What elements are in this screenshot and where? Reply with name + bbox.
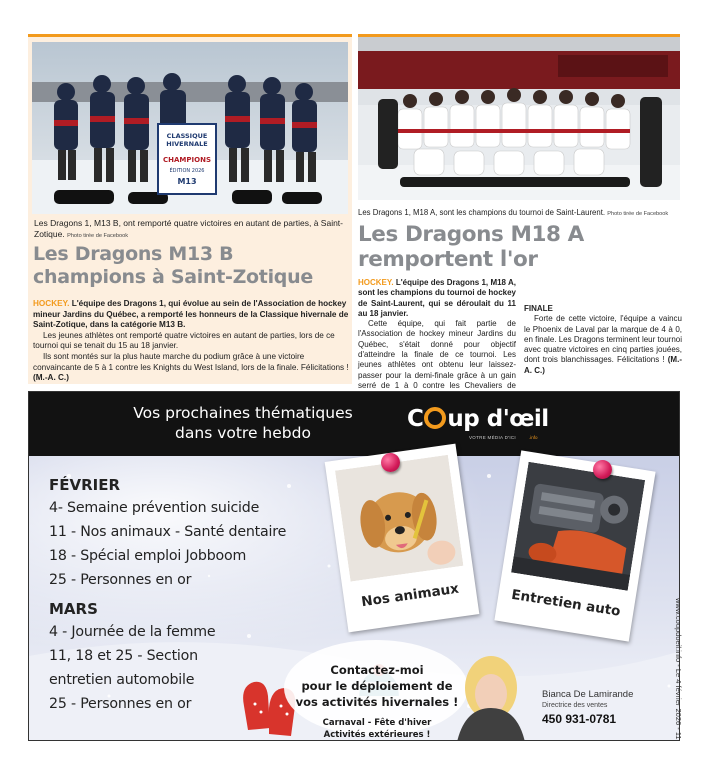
theme-item: 25 - Personnes en or [49,696,192,712]
rep-name: Bianca De Lamirande [542,689,634,700]
contact-line: pour le déploiement de [301,679,453,693]
lead-keyword: HOCKEY. [33,299,70,308]
photo-caption [34,218,346,242]
banner-line1: CLASSIQUE [166,132,208,140]
team-photo-m13 [32,42,348,214]
left-article [28,34,352,384]
banner-line5: M13 [177,177,197,186]
header-line: Vos prochaines thématiques [133,404,353,422]
contact-subline: Carnaval - Fête d'hiver [322,718,432,728]
team-photo-m18 [358,34,680,200]
photo-credit: Photo tirée de Facebook [67,233,129,239]
contact-line: Contactez-moi [330,663,424,677]
body-paragraph: Ils sont montés sur la plus haute marche du podium grâce à une victoire convaincante de 5 à 1 contre les Knights du West Island, lors de la finale. Félicitations ! [33,351,349,372]
logo-info: .info [529,435,538,440]
body-paragraph: Forte de cette victoire, l'équipe a vaincu le Phoenix de Laval par la marque de 4 à 0, en finale. Les Dragons terminent leur tournoi avec quatre victoires en cinq parties jouées, dont trois blanchissages. Félicitations ! [524,314,682,365]
theme-item: 11, 18 et 25 - Section [49,648,198,664]
photo-credit: Photo tirée de Facebook [607,211,669,217]
ad-header-title [113,403,373,443]
contact-subline: Activités extérieures ! [323,730,431,740]
theme-item: 18 - Spécial emploi Jobboom [49,548,247,564]
rep-phone: 450 931-0781 [542,712,617,726]
rep-title: Directrice des ventes [542,702,608,709]
contact-message [291,662,463,741]
banner-line3: CHAMPIONS [163,156,211,164]
banner-line4: ÉDITION 2026 [169,168,205,174]
page-footer-vertical: www.coupdoeil.info - Le 4 février 2026 - 11 [674,598,683,740]
month-february: FÉVRIER [49,476,121,494]
ad-header [29,392,680,456]
card-auto [494,450,655,641]
card-label: Nos animaux [360,580,460,611]
article-body [358,278,682,402]
push-pin-icon [381,453,400,472]
logo-letter: C [407,406,424,432]
theme-item: entretien automobile [49,672,195,688]
lead-paragraph: L'équipe des Dragons 1, M18 A, sont les champions du tournoi de hockey de Saint-Laurent, qui se déroulait du 11 au 18 janvier. [358,278,516,318]
theme-item: 25 - Personnes en or [49,572,192,588]
signature: (M.-A. C.) [524,355,682,375]
article-body [33,299,349,384]
logo-o-icon [424,407,446,429]
article-headline: Les Dragons M13 B champions à Saint-Zotique [33,243,313,288]
card-animals [325,444,480,633]
caption-text: Les Dragons 1, M18 A, sont les champions du tournoi de Saint-Laurent. [358,208,606,217]
article-headline: Les Dragons M18 A remportent l'or [358,222,584,272]
dog-photo [335,455,463,582]
engine-photo [511,462,645,591]
body-paragraph: Les jeunes athlètes ont remporté quatre victoires en autant de parties, lors de ce tournoi qui se tenait du 15 au 18 janvier. [33,330,335,351]
theme-item: 11 - Nos animaux - Santé dentaire [49,524,287,540]
card-label: Entretien auto [510,586,622,620]
push-pin-icon [593,460,612,479]
signature: (M.-A. C.) [33,373,69,383]
lead-paragraph: L'équipe des Dragons 1, qui évolue au sein de l'Association de hockey mineur Jardins du Québec, a remporté les honneurs de la Classique hivernale de Saint-Zotique, dans la catégorie M13 B. [33,299,349,330]
section-subhead: FINALE [524,304,553,313]
header-line: dans votre hebdo [175,424,311,442]
themes-advertisement [28,391,680,741]
theme-item: 4- Semaine prévention suicide [49,500,260,516]
lead-keyword: HOCKEY. [358,278,394,287]
logo-text: up d'œil [447,406,549,432]
article-column [358,278,516,402]
theme-item: 4 - Journée de la femme [49,624,216,640]
photo-caption [358,208,683,219]
article-column [524,278,682,402]
body-paragraph: Cette équipe, qui fait partie de l'Association de hockey mineur Jardins du Québec, s'était donné pour objectif d'atteindre la finale de ce tournoi. Les jeunes athlètes ont obtenu leur laissez-passer pour la demi-finale grâce à un gain serré de 1 à 0 contre les Chevaliers de [358,319,516,390]
logo-tagline: VOTRE MÉDIA D'ICI [469,435,516,440]
coup-doeil-logo [407,406,549,432]
contact-line: vos activités hivernales ! [295,695,459,709]
caption-text: Les Dragons 1, M13 B, ont remporté quatre victoires en autant de parties, à Saint-Zotique. [34,218,344,239]
month-march: MARS [49,600,98,618]
banner-line2: HIVERNALE [166,140,208,148]
